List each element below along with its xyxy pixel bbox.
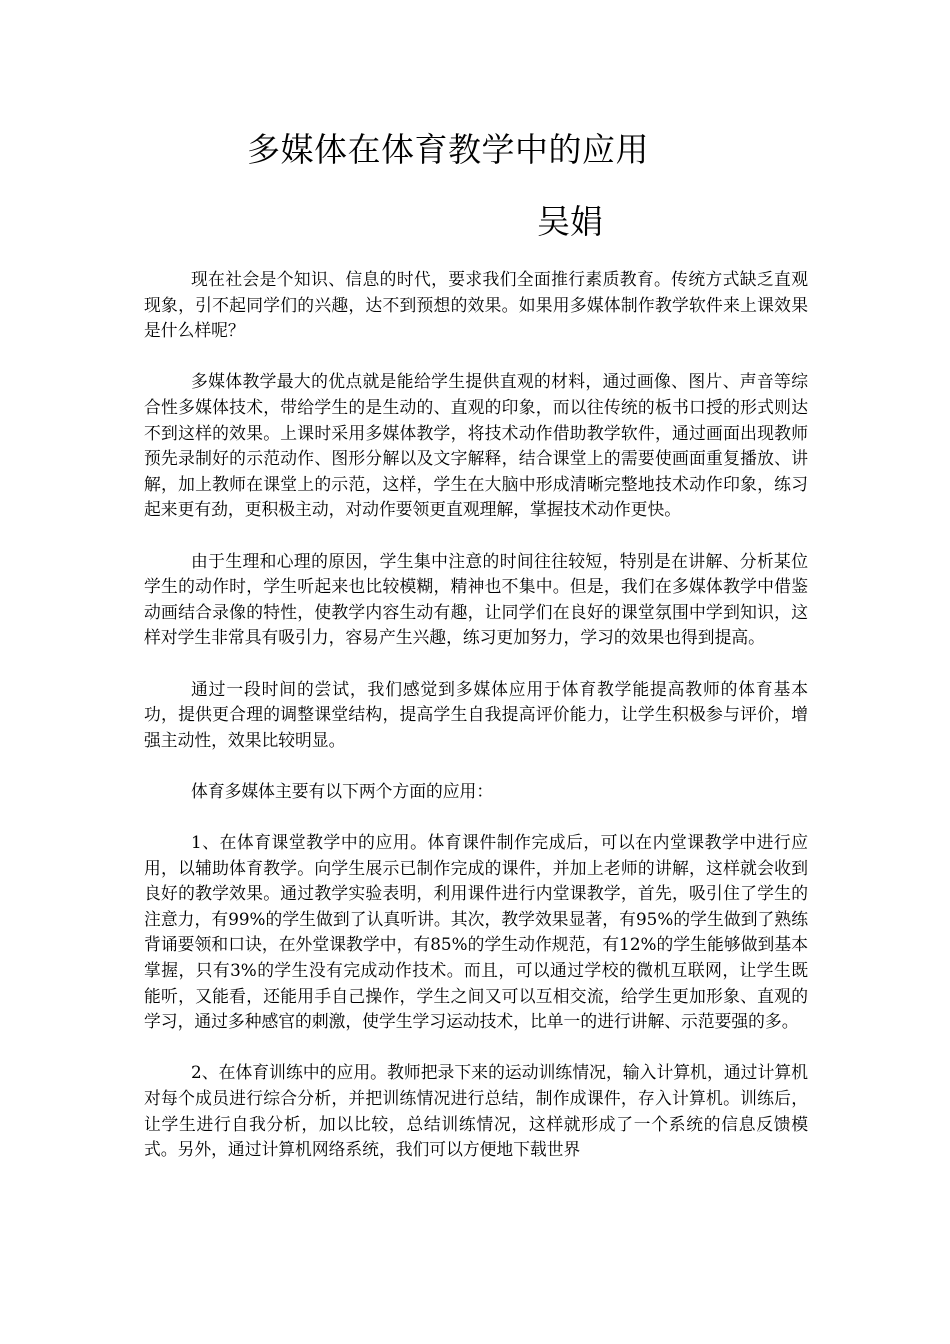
paragraph: 多媒体教学最大的优点就是能给学生提供直观的材料，通过画像、图片、声音等综合性多媒体技术，带给学生的是生动的、直观的印象，而以往传统的板书口授的形式则达不到这样的效果。上课时采用多媒体教学，将技术动作借助教学软件，通过画面出现教师预先录制好的示范动作、图形分解以及文字解释，结合课堂上的需要使画面重复播放、讲解，加上教师在课堂上的示范，这样，学生在大脑中形成清晰完整地技术动作印象，练习起来更有劲，更积极主动，对动作要领更直观理解，掌握技术动作更快。 bbox=[144, 371, 808, 520]
paragraph: 由于生理和心理的原因，学生集中注意的时间往往较短，特别是在讲解、分析某位学生的动作时，学生听起来也比较模糊，精神也不集中。但是，我们在多媒体教学中借鉴动画结合录像的特性，使教学内容生动有趣，让同学们在良好的课堂氛围中学到知识，这样对学生非常具有吸引力，容易产生兴趣，练习更加努力，学习的效果也得到提高。 bbox=[144, 550, 808, 648]
paragraph: 1、在体育课堂教学中的应用。体育课件制作完成后，可以在内堂课教学中进行应用，以辅助体育教学。向学生展示已制作完成的课件，并加上老师的讲解，这样就会收到良好的教学效果。通过教学实验表明，利用课件进行内堂课教学，首先，吸引住了学生的注意力，有99%的学生做到了认真听讲。其次，教学效果显著，有95%的学生做到了熟练背诵要领和口诀，在外堂课教学中，有85%的学生动作规范，有12%的学生能够做到基本掌握，只有3%的学生没有完成动作技术。而且，可以通过学校的微机互联网，让学生既能听，又能看，还能用手自己操作，学生之间又可以互相交流，给学生更加形象、直观的学习，通过多种感官的刺激，使学生学习运动技术，比单一的进行讲解、示范要强的多。 bbox=[144, 832, 809, 1032]
paragraph: 现在社会是个知识、信息的时代，要求我们全面推行素质教育。传统方式缺乏直观现象，引不起同学们的兴趣，达不到预想的效果。如果用多媒体制作教学软件来上课效果是什么样呢？ bbox=[144, 269, 808, 341]
document-author: 吴娟 bbox=[537, 202, 603, 241]
document-title: 多媒体在体育教学中的应用 bbox=[247, 130, 649, 169]
paragraph: 2、在体育训练中的应用。教师把录下来的运动训练情况，输入计算机，通过计算机对每个成员进行综合分析，并把训练情况进行总结，制作成课件，存入计算机。训练后，让学生进行自我分析，加以比较，总结训练情况，这样就形成了一个系统的信息反馈模式。另外，通过计算机网络系统，我们可以方便地下载世界 bbox=[144, 1062, 808, 1160]
document-body bbox=[144, 267, 808, 1163]
paragraph: 通过一段时间的尝试，我们感觉到多媒体应用于体育教学能提高教师的体育基本功，提供更合理的调整课堂结构，提高学生自我提高评价能力，让学生积极参与评价，增强主动性，效果比较明显。 bbox=[144, 678, 808, 750]
paragraph: 体育多媒体主要有以下两个方面的应用： bbox=[191, 780, 494, 801]
